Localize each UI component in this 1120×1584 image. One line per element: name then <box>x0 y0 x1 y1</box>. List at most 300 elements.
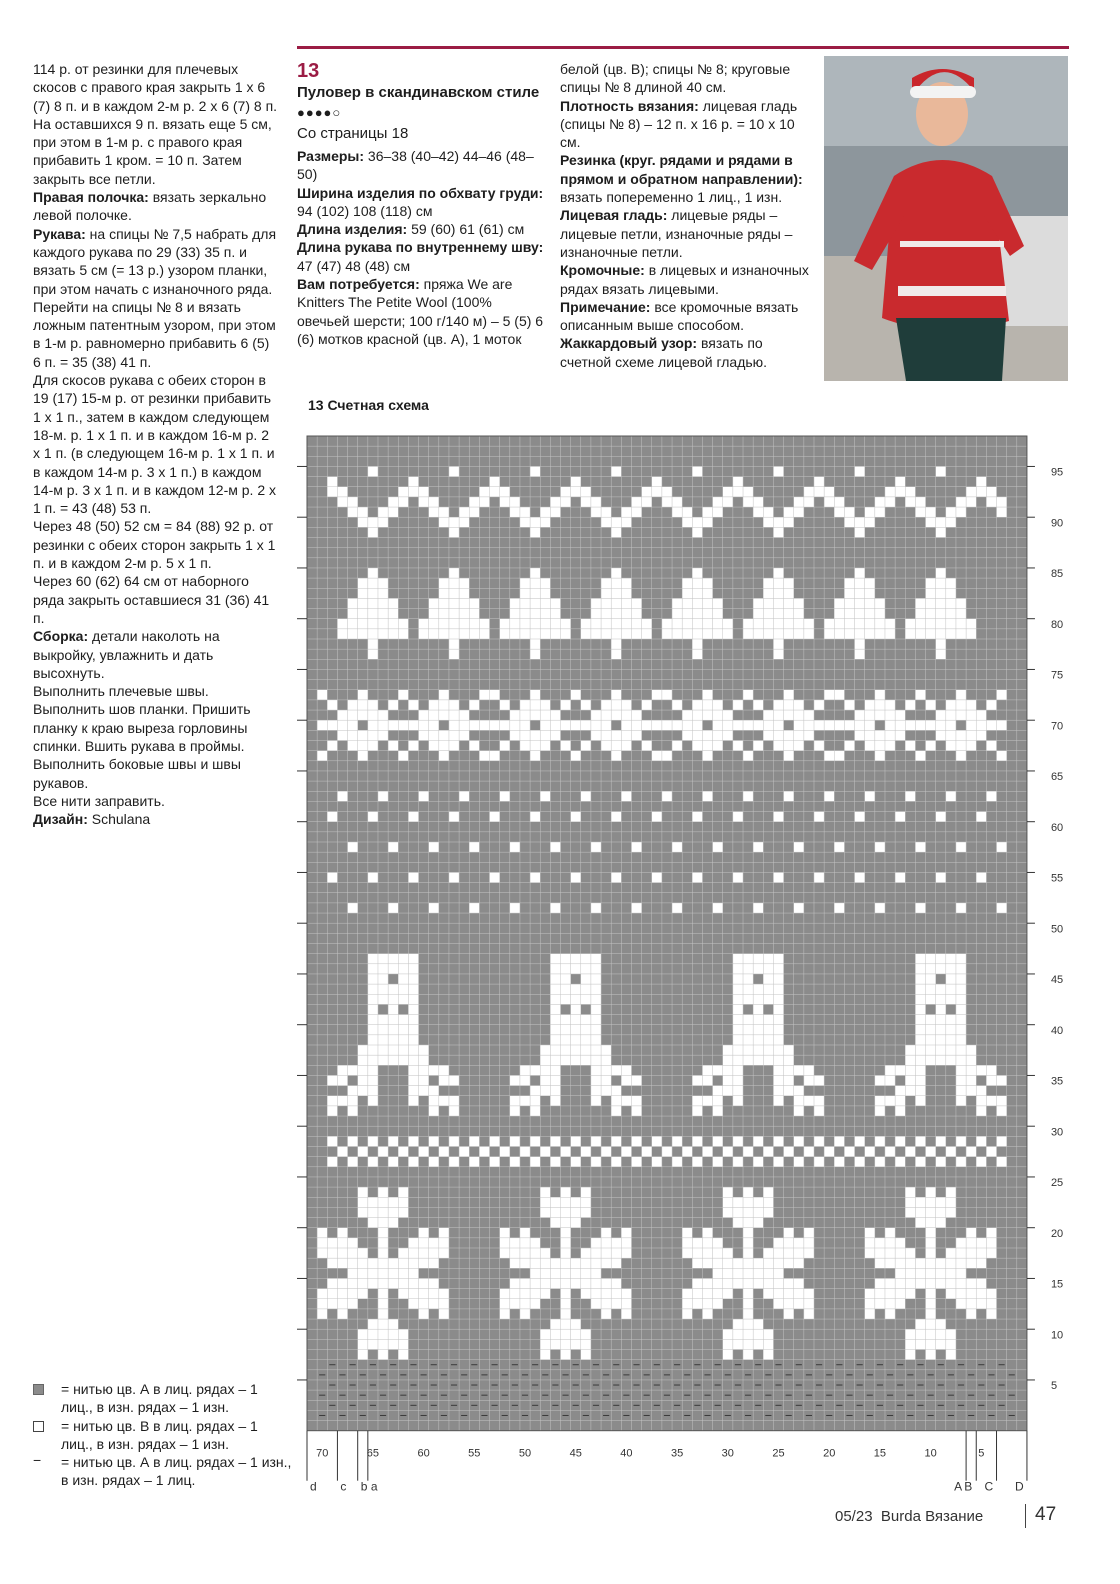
white-stitch <box>713 1106 723 1116</box>
white-stitch <box>956 1289 966 1299</box>
column-number-label: 60 <box>417 1447 430 1460</box>
white-stitch <box>834 629 844 639</box>
white-stitch <box>337 1248 347 1258</box>
white-stitch <box>419 1248 429 1258</box>
white-stitch <box>561 487 571 497</box>
white-stitch <box>408 1065 418 1075</box>
white-stitch <box>713 1289 723 1299</box>
white-stitch <box>946 1278 956 1288</box>
white-stitch <box>429 619 439 629</box>
white-stitch <box>682 1299 692 1309</box>
white-stitch <box>814 1096 824 1106</box>
white-stitch <box>540 1207 550 1217</box>
white-stitch <box>794 1238 804 1248</box>
white-stitch <box>976 1157 986 1167</box>
white-stitch <box>459 720 469 730</box>
white-stitch <box>804 1075 814 1085</box>
white-stitch <box>550 1045 560 1055</box>
white-stitch <box>408 1015 418 1025</box>
white-stitch <box>337 730 347 740</box>
white-stitch <box>469 609 479 619</box>
white-stitch <box>794 710 804 720</box>
from-page-ref: Со страницы 18 <box>297 125 409 142</box>
white-stitch <box>865 730 875 740</box>
white-stitch <box>976 1106 986 1116</box>
white-stitch <box>682 588 692 598</box>
legend-text: = нитью цв. А в лиц. рядах – 1 лиц., в изн. рядах – 1 изн. <box>61 1381 258 1416</box>
white-stitch <box>540 517 550 527</box>
white-stitch <box>865 507 875 517</box>
white-stitch <box>672 619 682 629</box>
white-stitch <box>378 1035 388 1045</box>
white-stitch <box>986 487 996 497</box>
white-stitch <box>358 1055 368 1065</box>
white-stitch <box>337 487 347 497</box>
paragraph-text: Все нити заправить. <box>33 792 165 809</box>
white-stitch <box>794 1096 804 1106</box>
white-stitch <box>915 1329 925 1339</box>
spec-paragraph <box>560 151 810 206</box>
white-stitch <box>936 1207 946 1217</box>
white-stitch <box>844 517 854 527</box>
white-stitch <box>561 720 571 730</box>
white-stitch <box>368 954 378 964</box>
white-stitch <box>702 1248 712 1258</box>
white-stitch <box>875 598 885 608</box>
white-stitch <box>672 1136 682 1146</box>
white-stitch <box>571 1055 581 1065</box>
white-stitch <box>317 1238 327 1248</box>
white-stitch <box>611 1136 621 1146</box>
white-stitch <box>550 1157 560 1167</box>
white-stitch <box>358 1065 368 1075</box>
white-stitch <box>439 517 449 527</box>
white-stitch <box>692 720 702 730</box>
white-stitch <box>733 1075 743 1085</box>
white-stitch <box>682 598 692 608</box>
white-stitch <box>419 1289 429 1299</box>
white-stitch <box>398 497 408 507</box>
paragraph-label: Рукава: <box>33 225 86 242</box>
white-stitch <box>388 507 398 517</box>
white-stitch <box>510 1248 520 1258</box>
spec-paragraph <box>560 60 810 97</box>
white-stitch <box>875 1096 885 1106</box>
white-stitch <box>723 1086 733 1096</box>
white-stitch <box>368 1136 378 1146</box>
white-stitch <box>662 629 672 639</box>
white-stitch <box>743 1025 753 1035</box>
white-stitch <box>956 1045 966 1055</box>
white-stitch <box>530 619 540 629</box>
white-stitch <box>956 1055 966 1065</box>
white-stitch <box>784 1065 794 1075</box>
white-stitch <box>926 1228 936 1238</box>
white-stitch <box>327 1106 337 1116</box>
white-stitch <box>773 954 783 964</box>
white-stitch <box>591 1055 601 1065</box>
white-stitch <box>936 710 946 720</box>
white-stitch <box>368 974 378 984</box>
white-stitch <box>682 517 692 527</box>
white-stitch <box>875 1157 885 1167</box>
white-stitch <box>439 1075 449 1085</box>
white-stitch <box>966 720 976 730</box>
white-stitch <box>550 1207 560 1217</box>
white-stitch <box>946 720 956 730</box>
white-stitch <box>490 720 500 730</box>
white-stitch <box>865 700 875 710</box>
white-stitch <box>794 1136 804 1146</box>
white-stitch <box>642 497 652 507</box>
white-stitch <box>773 578 783 588</box>
white-stitch <box>692 527 702 537</box>
white-stitch <box>368 1339 378 1349</box>
white-stitch <box>398 487 408 497</box>
white-stitch <box>713 1278 723 1288</box>
white-stitch <box>571 1035 581 1045</box>
white-stitch <box>915 1055 925 1065</box>
white-stitch <box>368 639 378 649</box>
white-stitch <box>652 720 662 730</box>
white-stitch <box>946 1258 956 1268</box>
white-stitch <box>368 710 378 720</box>
white-stitch <box>885 487 895 497</box>
white-stitch <box>611 639 621 649</box>
white-stitch <box>915 1258 925 1268</box>
white-stitch <box>408 1157 418 1167</box>
white-stitch <box>733 1045 743 1055</box>
white-stitch <box>915 964 925 974</box>
white-stitch <box>378 730 388 740</box>
white-stitch <box>895 1248 905 1258</box>
white-stitch <box>713 1299 723 1309</box>
white-stitch <box>926 1339 936 1349</box>
white-stitch <box>743 964 753 974</box>
white-stitch <box>500 1228 510 1238</box>
white-stitch <box>561 1228 571 1238</box>
white-stitch <box>844 507 854 517</box>
white-stitch <box>885 1075 895 1085</box>
white-stitch <box>926 1187 936 1197</box>
white-stitch <box>368 588 378 598</box>
white-stitch <box>773 1248 783 1258</box>
white-stitch <box>388 994 398 1004</box>
white-stitch <box>926 1025 936 1035</box>
white-stitch <box>388 619 398 629</box>
white-stitch <box>469 629 479 639</box>
white-stitch <box>368 466 378 476</box>
white-stitch <box>753 1339 763 1349</box>
white-stitch <box>773 1278 783 1288</box>
white-stitch <box>348 1299 358 1309</box>
white-stitch <box>540 1086 550 1096</box>
paragraph-text: вязать зеркально левой полочке. <box>33 189 267 224</box>
white-stitch <box>885 700 895 710</box>
white-stitch <box>520 629 530 639</box>
white-stitch <box>733 1004 743 1014</box>
white-stitch <box>743 629 753 639</box>
white-stitch <box>662 690 672 700</box>
white-stitch <box>763 629 773 639</box>
row-number-label: 20 <box>1050 1227 1064 1240</box>
white-stitch <box>388 1319 398 1329</box>
white-stitch <box>794 1106 804 1116</box>
white-stitch <box>875 629 885 639</box>
white-stitch <box>956 1065 966 1075</box>
white-stitch <box>378 791 388 801</box>
white-stitch <box>926 1278 936 1288</box>
white-stitch <box>530 872 540 882</box>
white-stitch <box>611 730 621 740</box>
white-stitch <box>915 974 925 984</box>
white-stitch <box>449 527 459 537</box>
white-stitch <box>986 1096 996 1106</box>
white-stitch <box>368 964 378 974</box>
white-stitch <box>530 1136 540 1146</box>
white-stitch <box>956 598 966 608</box>
white-stitch <box>956 964 966 974</box>
white-stitch <box>449 598 459 608</box>
white-stitch <box>642 487 652 497</box>
white-stitch <box>936 1278 946 1288</box>
white-stitch <box>753 1015 763 1025</box>
white-stitch <box>855 619 865 629</box>
white-stitch <box>723 720 733 730</box>
white-stitch <box>520 619 530 629</box>
white-stitch <box>378 1309 388 1319</box>
white-stitch <box>895 1106 905 1116</box>
white-stitch <box>449 649 459 659</box>
white-stitch <box>591 609 601 619</box>
white-stitch <box>388 964 398 974</box>
white-stitch <box>358 598 368 608</box>
white-stitch <box>946 578 956 588</box>
white-stitch <box>905 741 915 751</box>
white-stitch <box>814 487 824 497</box>
white-stitch <box>763 1147 773 1157</box>
white-stitch <box>946 1055 956 1065</box>
white-stitch <box>591 1268 601 1278</box>
white-stitch <box>814 741 824 751</box>
white-stitch <box>449 517 459 527</box>
white-stitch <box>591 1258 601 1268</box>
white-stitch <box>672 741 682 751</box>
white-stitch <box>946 517 956 527</box>
white-stitch <box>956 1268 966 1278</box>
white-stitch <box>479 1147 489 1157</box>
white-stitch <box>946 1329 956 1339</box>
white-stitch <box>388 954 398 964</box>
white-stitch <box>926 609 936 619</box>
white-stitch <box>530 527 540 537</box>
paragraph-text: 47 (47) 48 (48) см <box>297 257 411 274</box>
white-stitch <box>915 1045 925 1055</box>
white-stitch <box>398 1329 408 1339</box>
white-stitch <box>419 791 429 801</box>
column-number-label: 25 <box>772 1447 785 1460</box>
white-stitch <box>378 619 388 629</box>
white-stitch <box>824 751 834 761</box>
white-stitch <box>581 1197 591 1207</box>
white-stitch <box>875 842 885 852</box>
white-stitch <box>915 1339 925 1349</box>
white-stitch <box>915 619 925 629</box>
white-stitch <box>459 507 469 517</box>
row-number-label: 75 <box>1050 669 1064 682</box>
white-stitch <box>581 629 591 639</box>
white-stitch <box>500 700 510 710</box>
white-stitch <box>337 1096 347 1106</box>
white-stitch <box>804 1238 814 1248</box>
white-stitch <box>631 497 641 507</box>
white-stitch <box>855 1157 865 1167</box>
white-stitch <box>439 598 449 608</box>
white-stitch <box>905 1197 915 1207</box>
white-stitch <box>834 609 844 619</box>
left-text-column <box>33 60 278 828</box>
white-stitch <box>591 994 601 1004</box>
white-stitch <box>966 1258 976 1268</box>
white-stitch <box>794 1065 804 1075</box>
white-stitch <box>429 1248 439 1258</box>
white-stitch <box>652 487 662 497</box>
white-stitch <box>773 1238 783 1248</box>
white-stitch <box>358 1147 368 1157</box>
white-stitch <box>581 1289 591 1299</box>
white-stitch <box>834 497 844 507</box>
white-stitch <box>652 1136 662 1146</box>
white-stitch <box>561 1035 571 1045</box>
issue-label: 05/23 Burda Вязание <box>835 1508 984 1525</box>
white-stitch <box>682 609 692 619</box>
white-stitch <box>753 1197 763 1207</box>
white-stitch <box>358 507 368 517</box>
white-stitch <box>763 598 773 608</box>
white-stitch <box>621 1248 631 1258</box>
white-stitch <box>794 1258 804 1268</box>
white-stitch <box>550 1278 560 1288</box>
white-stitch <box>388 984 398 994</box>
white-stitch <box>561 1025 571 1035</box>
white-stitch <box>702 629 712 639</box>
white-stitch <box>490 1136 500 1146</box>
white-stitch <box>459 730 469 740</box>
white-stitch <box>713 1258 723 1268</box>
white-stitch <box>682 1228 692 1238</box>
left-paragraph <box>33 60 278 115</box>
white-stitch <box>702 791 712 801</box>
white-stitch <box>814 700 824 710</box>
white-stitch <box>540 730 550 740</box>
white-stitch <box>398 984 408 994</box>
white-stitch <box>905 1329 915 1339</box>
white-stitch <box>773 1086 783 1096</box>
white-stitch <box>510 1075 520 1085</box>
white-stitch <box>581 1147 591 1157</box>
column-number-label: 45 <box>569 1447 582 1460</box>
white-stitch <box>976 1289 986 1299</box>
row-number-label: 70 <box>1050 720 1064 733</box>
right-text-column <box>560 60 810 371</box>
white-stitch <box>915 609 925 619</box>
white-stitch <box>419 1045 429 1055</box>
white-stitch <box>773 1015 783 1025</box>
white-stitch <box>997 507 1007 517</box>
white-stitch <box>520 741 530 751</box>
white-stitch <box>784 791 794 801</box>
white-stitch <box>388 1035 398 1045</box>
white-stitch <box>784 507 794 517</box>
white-stitch <box>723 629 733 639</box>
white-stitch <box>490 751 500 761</box>
white-stitch <box>419 1309 429 1319</box>
white-stitch <box>530 1238 540 1248</box>
white-stitch <box>946 1197 956 1207</box>
white-stitch <box>865 1228 875 1238</box>
white-stitch <box>936 1025 946 1035</box>
white-stitch <box>834 598 844 608</box>
white-stitch <box>885 1309 895 1319</box>
white-stitch <box>966 619 976 629</box>
white-stitch <box>986 1309 996 1319</box>
white-stitch <box>550 1086 560 1096</box>
white-stitch <box>946 1187 956 1197</box>
white-stitch <box>733 1015 743 1025</box>
white-stitch <box>571 1157 581 1167</box>
white-stitch <box>358 1207 368 1217</box>
white-stitch <box>692 741 702 751</box>
white-stitch <box>936 1157 946 1167</box>
white-stitch <box>591 1289 601 1299</box>
white-stitch <box>986 720 996 730</box>
white-stitch <box>885 497 895 507</box>
white-stitch <box>905 497 915 507</box>
white-stitch <box>621 1075 631 1085</box>
white-stitch <box>966 1248 976 1258</box>
white-stitch <box>327 700 337 710</box>
white-stitch <box>905 1045 915 1055</box>
white-stitch <box>733 1035 743 1045</box>
white-stitch <box>419 1065 429 1075</box>
white-stitch <box>824 619 834 629</box>
white-stitch <box>804 619 814 629</box>
white-stitch <box>926 517 936 527</box>
white-stitch <box>784 710 794 720</box>
column-number-label: 30 <box>721 1447 734 1460</box>
white-stitch <box>550 1218 560 1228</box>
white-stitch <box>915 598 925 608</box>
white-stitch <box>915 1218 925 1228</box>
white-stitch <box>348 507 358 517</box>
white-stitch <box>956 994 966 1004</box>
white-stitch <box>804 1228 814 1238</box>
white-stitch <box>926 1319 936 1329</box>
white-stitch <box>936 720 946 730</box>
white-stitch <box>733 741 743 751</box>
white-stitch <box>926 964 936 974</box>
white-stitch <box>408 1035 418 1045</box>
white-stitch <box>540 1065 550 1075</box>
spec-paragraph <box>560 261 810 298</box>
white-stitch <box>439 507 449 517</box>
white-stitch <box>865 629 875 639</box>
white-stitch <box>449 1157 459 1167</box>
white-stitch <box>398 1025 408 1035</box>
white-stitch <box>784 1258 794 1268</box>
white-stitch <box>419 1075 429 1085</box>
white-stitch <box>946 791 956 801</box>
